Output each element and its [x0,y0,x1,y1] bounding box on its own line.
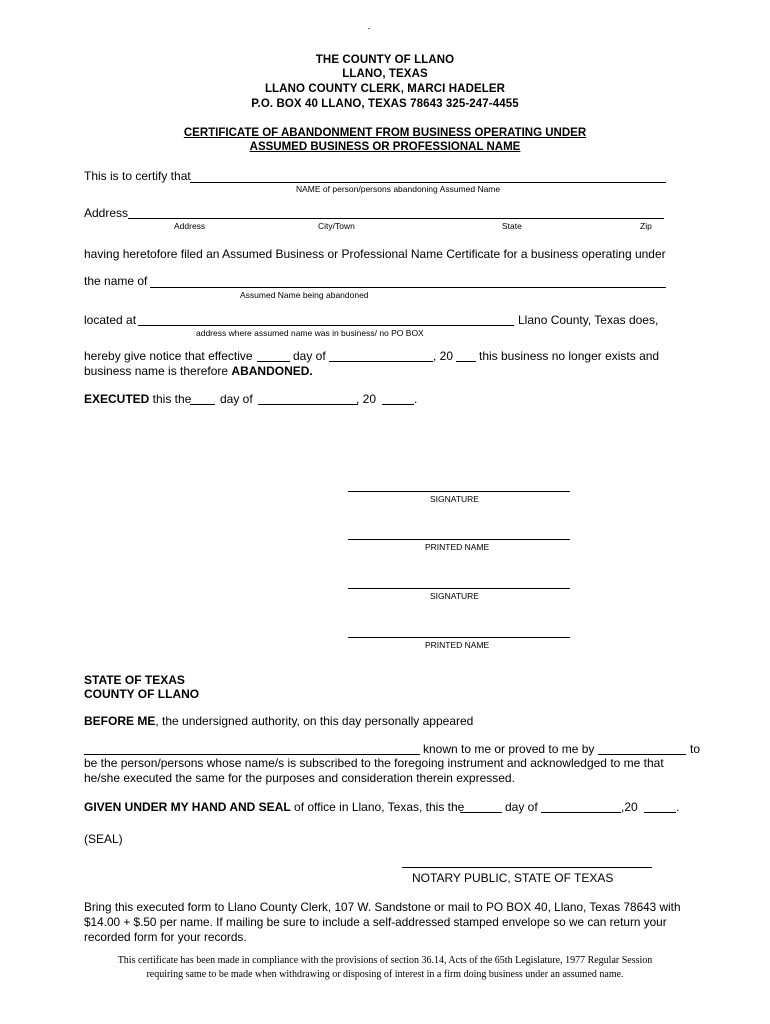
located-suffix: Llano County, Texas does, [518,313,659,327]
signature-line-1[interactable] [348,491,570,492]
county-clerk: LLANO COUNTY CLERK, MARCI HADELER [264,83,506,95]
form-title-line1: CERTIFICATE OF ABANDONMENT FROM BUSINESS OPERATING UNDER [183,127,587,139]
subscribed-text: be the person/persons whose name/s is subscribed to the foregoing instrument and acknowledged to me that [84,756,664,770]
proved-by-field[interactable] [598,754,686,755]
notice-text-2: day of [293,349,326,363]
notary-signature-line[interactable] [402,867,652,868]
appeared-name-field[interactable] [84,754,420,755]
state-caption: State [502,221,522,231]
effective-month-field[interactable] [329,361,433,362]
bring-line-1: Bring this executed form to Llano County Clerk, 107 W. Sandstone or mail to PO BOX 40, Llano, Texas 78643 with [84,900,681,914]
address-label: Address [84,206,129,220]
known-to: to [690,742,701,756]
executed-year-field[interactable] [382,404,414,405]
signature-caption-1: SIGNATURE [430,494,479,504]
executed-same-text: he/she executed the same for the purposes and consideration therein expressed. [84,771,515,785]
given-text-3: ,20 [621,800,638,814]
footer-line-2: requiring same to be made when withdrawing or disposing of interest in a firm doing business under an assumed name. [146,969,624,980]
bring-line-3: recorded form for your records. [84,930,247,944]
county-name: THE COUNTY OF LLANO [315,54,455,66]
given-word: GIVEN UNDER MY HAND AND SEAL [84,800,291,814]
abandoned-line [84,364,313,378]
state-heading: STATE OF TEXAS [84,673,185,687]
given-month-field[interactable] [541,812,621,813]
before-me-line [84,714,473,728]
printed-name-caption-2: PRINTED NAME [425,640,490,650]
county-address: P.O. BOX 40 LLANO, TEXAS 78643 325-247-4455 [251,98,519,110]
assumed-name-field[interactable] [150,287,666,288]
located-label: located at [84,313,137,327]
form-title-line2: ASSUMED BUSINESS OR PROFESSIONAL NAME [249,141,521,153]
given-day-field[interactable] [460,812,502,813]
notary-caption: NOTARY PUBLIC, STATE OF TEXAS [412,871,614,885]
executed-day-field[interactable] [190,404,215,405]
effective-year-field[interactable] [456,361,476,362]
located-address-field[interactable] [138,325,514,326]
executed-text-2: day of [220,392,253,406]
known-text: known to me or proved to me by [423,742,595,756]
certify-name-field[interactable] [190,182,666,183]
zip-caption: Zip [640,221,652,231]
executed-line [84,392,191,406]
printed-name-line-2[interactable] [348,637,570,638]
executed-word: EXECUTED [84,392,150,406]
address-caption: Address [174,221,206,231]
given-text-2: day of [505,800,538,814]
address-field[interactable] [128,218,664,219]
notice-text-1: hereby give notice that effective [84,349,253,363]
filed-text: having heretofore filed an Assumed Business or Professional Name Certificate for a business operating under [84,247,666,261]
executed-text-3: , 20 [356,392,377,406]
city-caption: City/Town [318,221,355,231]
given-end: . [676,800,680,814]
name-of-label: the name of [84,274,148,288]
printed-name-line-1[interactable] [348,539,570,540]
given-text-1: of office in Llano, Texas, this the [290,800,465,814]
assumed-name-caption: Assumed Name being abandoned [240,290,369,300]
before-me-word: BEFORE ME [84,714,156,728]
signature-caption-2: SIGNATURE [430,591,479,601]
signature-line-2[interactable] [348,588,570,589]
county-city: LLANO, TEXAS [342,68,428,80]
bring-line-2: $14.00 + $.50 per name. If mailing be sure to include a self-addressed stamped envelope so we can return your [84,915,667,929]
located-caption: address where assumed name was in business/ no PO BOX [196,328,424,338]
given-year-field[interactable] [644,812,676,813]
seal-label: (SEAL) [84,832,123,846]
notice-text-4: this business no longer exists and [479,349,660,363]
certify-caption: NAME of person/persons abandoning Assumed Name [296,184,501,194]
abandoned-text: business name is therefore [84,364,232,378]
certify-label: This is to certify that [84,169,191,183]
printed-name-caption-1: PRINTED NAME [425,542,490,552]
given-line [84,800,464,814]
scan-mark [368,28,370,29]
footer-line-1: This certificate has been made in compliance with the provisions of section 36.14, Acts of the 65th Legislature, 1977 Regular Session [117,955,653,966]
abandoned-word: ABANDONED. [231,364,313,378]
notice-text-3: , 20 [433,349,454,363]
executed-end: . [414,392,418,406]
before-me-text: , the undersigned authority, on this day personally appeared [155,714,474,728]
executed-month-field[interactable] [258,404,358,405]
executed-text-1: this the [149,392,192,406]
effective-day-field[interactable] [257,361,290,362]
county-heading: COUNTY OF LLANO [84,687,200,701]
